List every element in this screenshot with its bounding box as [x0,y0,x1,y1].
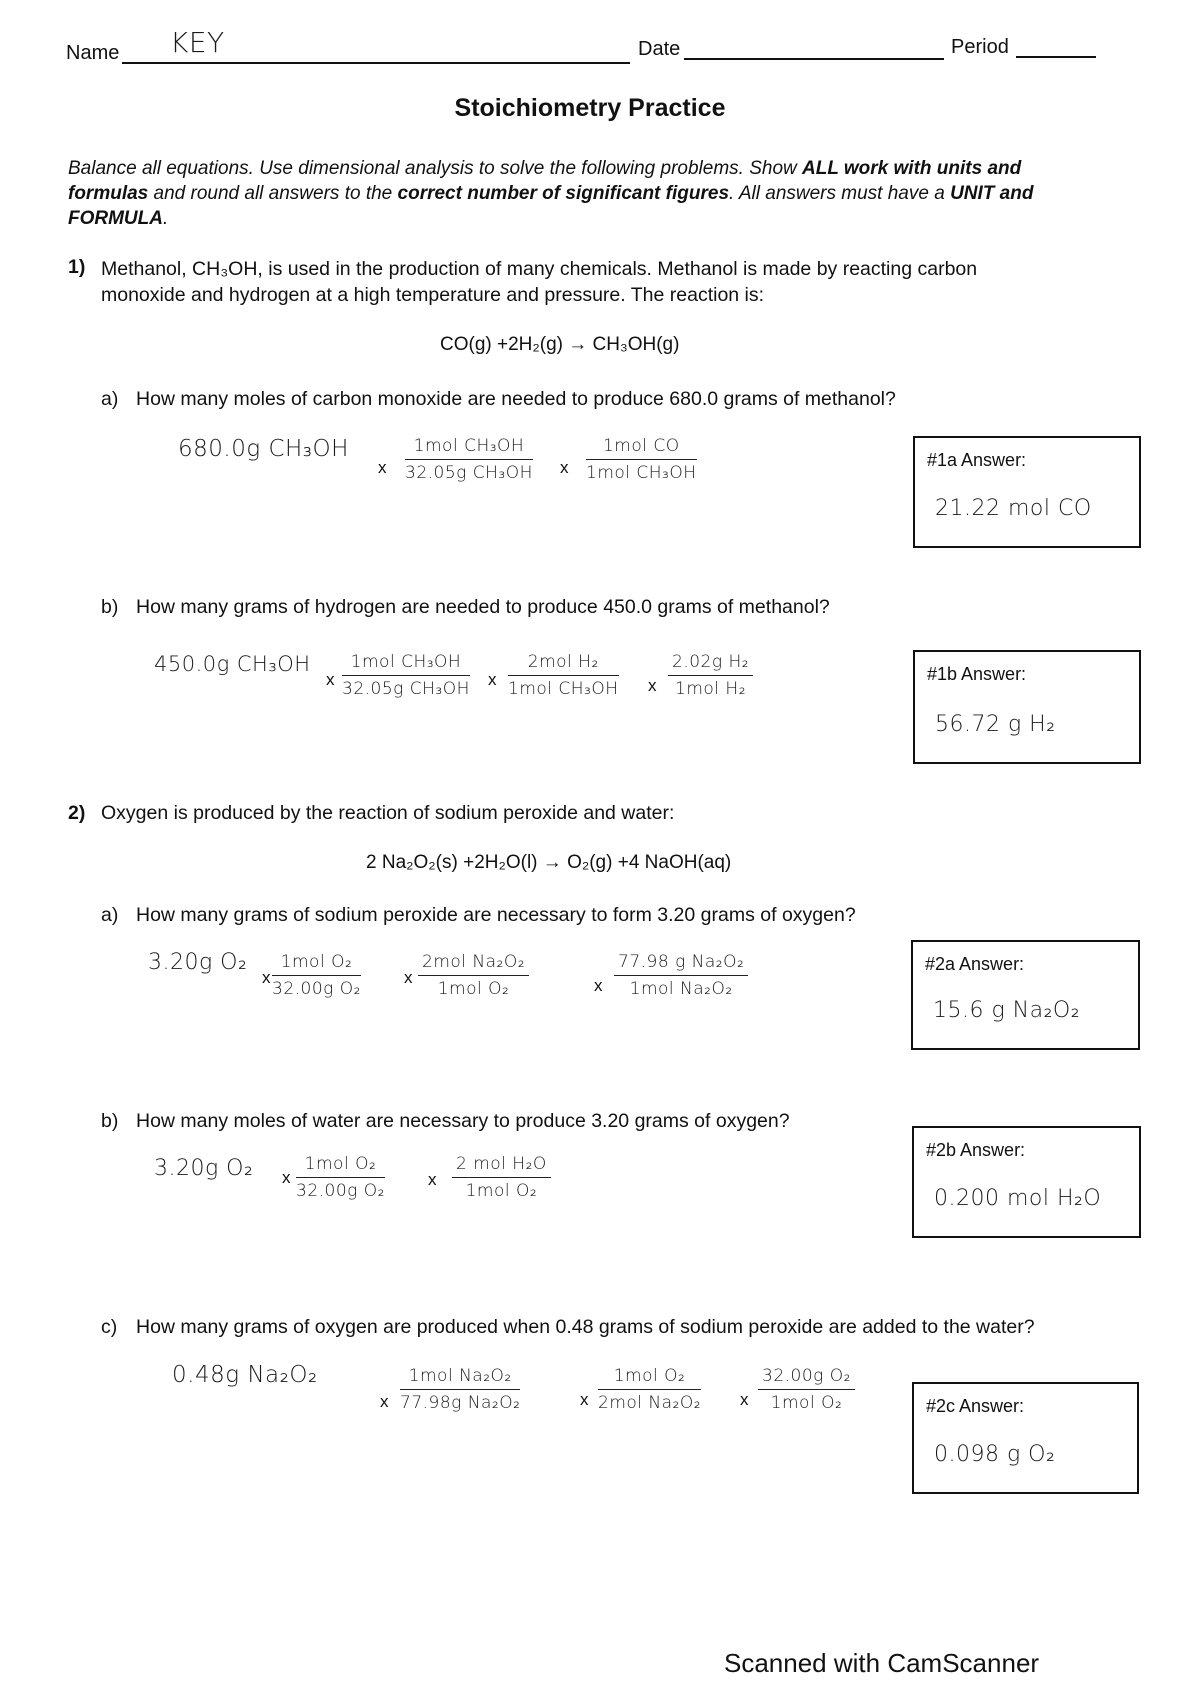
q1a-answer-box [913,436,1141,548]
times-sign: x [380,1392,389,1411]
name-value: KEY [170,26,225,59]
q1a-label: a) [101,388,119,410]
times-sign: x [648,676,657,695]
times-sign: x [488,670,497,689]
q1-number: 1) [68,256,86,278]
q2b-answer-label: #2b Answer: [926,1140,1026,1160]
q2a-factor-3: 77.98 g Na₂O₂ 1mol Na₂O₂ [614,952,748,999]
q2a-answer: 15.6 g Na₂O₂ [933,998,1081,1023]
q2c-label: c) [101,1316,118,1338]
name-line [122,62,630,64]
q1a-answer: 21.22 mol CO [935,496,1092,521]
q1b-label: b) [101,596,119,618]
q2c-question: How many grams of oxygen are produced when 0.48 grams of sodium peroxide are added to the water? [136,1316,1035,1338]
page-title: Stoichiometry Practice [454,94,726,122]
q1-text: Methanol, CH₃OH, is used in the production of many chemicals. Methanol is made by reacting carbon monoxide and hydrogen at a high temperature and pressure. The reaction is: [101,258,978,306]
q2-number: 2) [68,802,86,824]
q1a-question: How many moles of carbon monoxide are needed to produce 680.0 grams of methanol? [136,388,896,410]
q2b-answer: 0.200 mol H₂O [934,1186,1102,1211]
q1a-start: 680.0g CH₃OH [178,436,349,462]
times-sign: x [262,968,271,987]
scanner-watermark: Scanned with CamScanner [724,1648,1040,1678]
q2b-factor-2: 2 mol H₂O 1mol O₂ [452,1154,551,1201]
times-sign: x [428,1170,437,1189]
q2c-factor-3: 32.00g O₂ 1mol O₂ [758,1366,855,1413]
q2b-factor-1: 1mol O₂ 32.00g O₂ [296,1154,385,1201]
q2-text: Oxygen is produced by the reaction of sodium peroxide and water: [101,802,675,824]
q2c-factor-1: 1mol Na₂O₂ 77.98g Na₂O₂ [400,1366,521,1413]
q2a-label: a) [101,904,119,926]
q2c-factor-2: 1mol O₂ 2mol Na₂O₂ [598,1366,702,1413]
q1b-answer-box [913,650,1141,764]
date-label: Date [638,38,681,60]
q2a-start: 3.20g O₂ [148,950,248,975]
times-sign: x [560,458,569,477]
q2b-answer-box [912,1126,1141,1238]
times-sign: x [594,976,603,995]
q1b-factor-3: 2.02g H₂ 1mol H₂ [668,652,753,699]
q2-equation: 2 Na₂O₂(s) +2H₂O(l) → O₂(g) +4 NaOH(aq) [366,852,732,873]
q2a-factor-1: 1mol O₂ 32.00g O₂ [272,952,361,999]
times-sign: x [378,458,387,477]
q1a-factor-1: 1mol CH₃OH 32.05g CH₃OH [405,436,533,483]
q2b-question: How many moles of water are necessary to produce 3.20 grams of oxygen? [136,1110,790,1132]
q2a-question: How many grams of sodium peroxide are necessary to form 3.20 grams of oxygen? [136,904,856,926]
q1-equation: CO(g) +2H₂(g) → CH₃OH(g) [440,334,680,355]
times-sign: x [740,1390,749,1409]
name-label: Name [66,42,120,64]
period-label: Period [951,36,1009,58]
q2b-label: b) [101,1110,119,1132]
q2a-answer-label: #2a Answer: [925,954,1025,974]
q1a-answer-label: #1a Answer: [927,450,1027,470]
q2b-start: 3.20g O₂ [154,1156,254,1181]
times-sign: x [282,1168,291,1187]
instructions: Balance all equations. Use dimensional analysis to solve the following problems. Show ALL work with units and formulas and round all answers to the correct number of significant figures. All answers must have a UNIT and FORMULA. [68,158,1034,229]
times-sign: x [326,670,335,689]
q2a-answer-box [911,940,1140,1050]
times-sign: x [404,968,413,987]
times-sign: x [580,1390,589,1409]
q2a-factor-2: 2mol Na₂O₂ 1mol O₂ [418,952,529,999]
q1b-start: 450.0g CH₃OH [154,652,311,676]
q1a-factor-2: 1mol CO 1mol CH₃OH [586,436,697,483]
q1b-question: How many grams of hydrogen are needed to produce 450.0 grams of methanol? [136,596,830,618]
q2c-answer-label: #2c Answer: [926,1396,1025,1416]
q1b-answer-label: #1b Answer: [927,664,1027,684]
q1b-answer: 56.72 g H₂ [935,712,1056,737]
q2c-answer: 0.098 g O₂ [934,1442,1056,1467]
period-line [1016,56,1096,58]
q1b-factor-2: 2mol H₂ 1mol CH₃OH [508,652,619,699]
q2c-answer-box [912,1382,1139,1494]
q2c-start: 0.48g Na₂O₂ [172,1362,318,1388]
date-line [684,58,944,60]
q1b-factor-1: 1mol CH₃OH 32.05g CH₃OH [342,652,470,699]
